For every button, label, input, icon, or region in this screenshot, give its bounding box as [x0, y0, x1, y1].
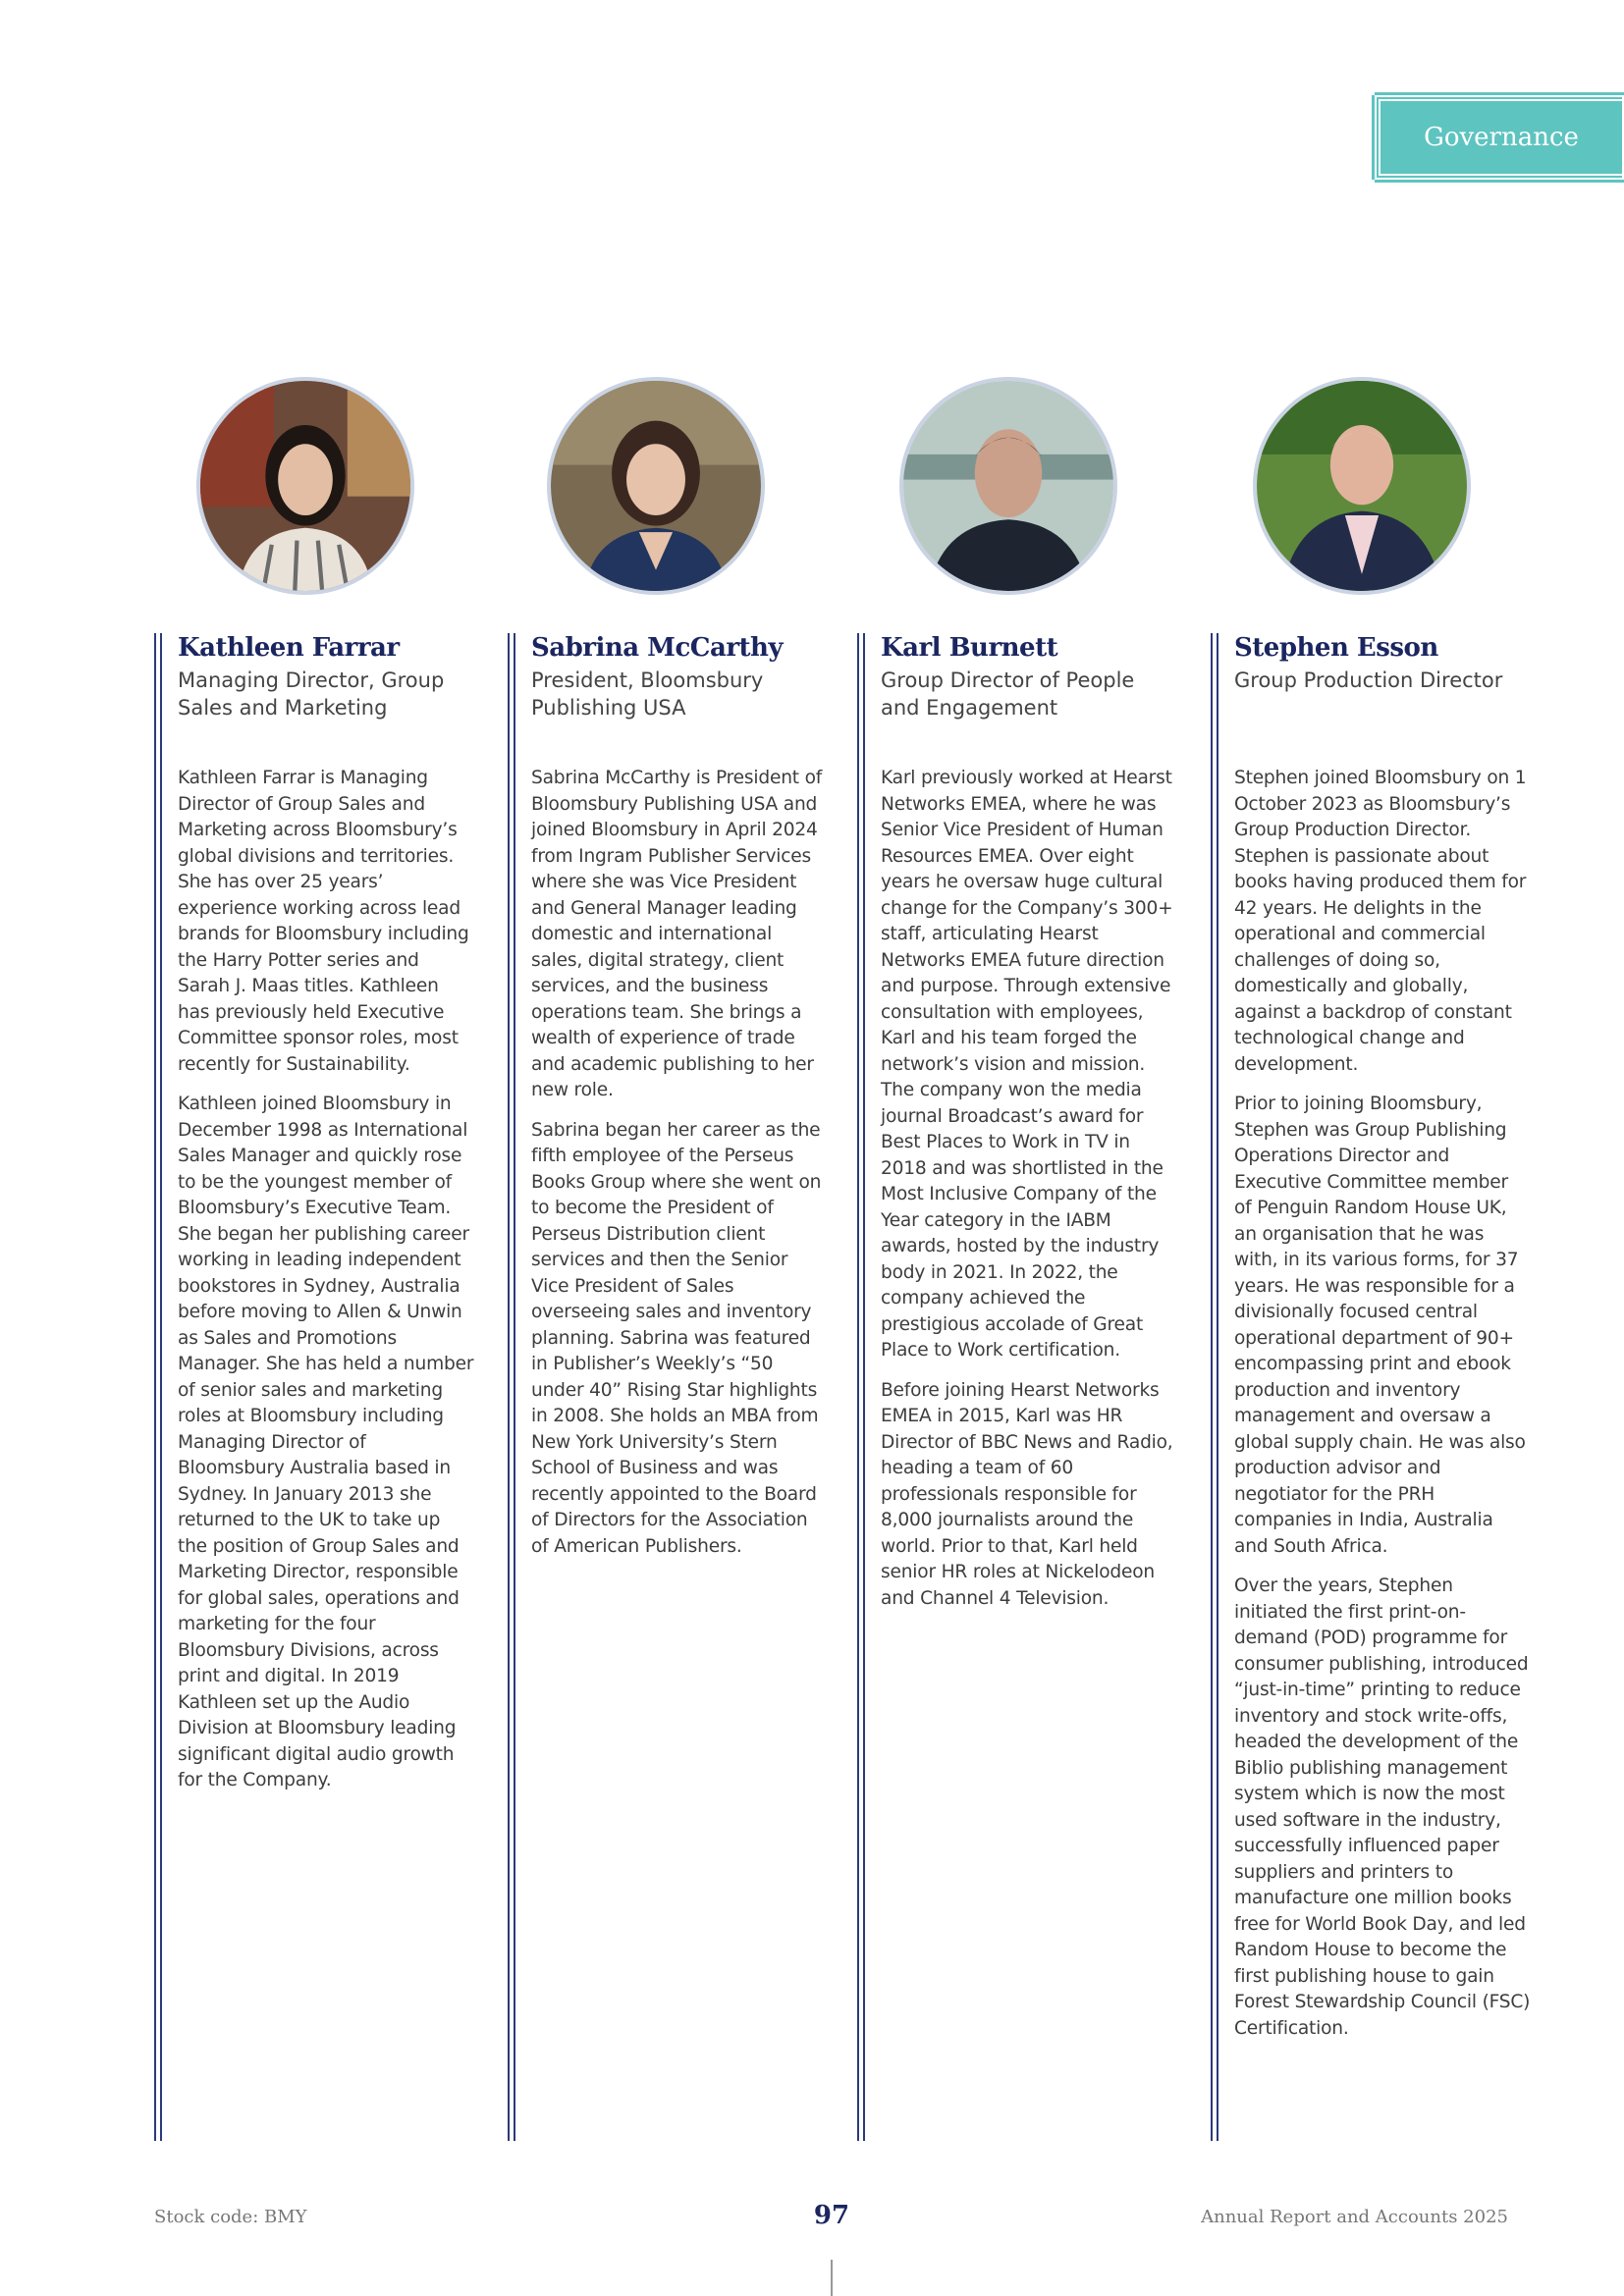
column-rule	[1217, 633, 1218, 2141]
bio-paragraph: Sabrina McCarthy is President of Bloomsbury Publishing USA and joined Bloomsbury in April 2024 from Ingram Publisher Services where she was Vice President and General Manager leading domestic and international sales, digital strategy, client services, and the business operations team. She brings a wealth of experience of trade and academic publishing to her new role.	[531, 768, 823, 1100]
column-rule	[863, 633, 865, 2141]
section-tab-label: Governance	[1379, 99, 1622, 176]
portrait-photo	[899, 377, 1117, 595]
column-rule	[1211, 633, 1213, 2141]
profile-bio	[531, 766, 828, 1574]
section-tab	[1375, 95, 1624, 180]
profile-name: Stephen Esson	[1234, 633, 1438, 663]
bio-paragraph: Over the years, Stephen initiated the first print-on-demand (POD) programme for consumer publishing, introduced “just-in-time” printing to reduce inventory and stock write-offs, headed the development of the Biblio publishing management system which is now the most used software in the industry, successfully influenced paper suppliers and printers to manufacture one million books free for World Book Day, and led Random House to become the first publishing house to gain Forest Stewardship Council (FSC) Certification.	[1234, 1575, 1531, 2039]
profile-role: Group Production Director	[1234, 668, 1503, 692]
bio-paragraph: Karl previously worked at Hearst Networks EMEA, where he was Senior Vice President of Human Resources EMEA. Over eight years he oversaw huge cultural change for the Company’s 300+ staff, articulating Hearst Networks EMEA future direction and purpose. Through extensive consultation with employees, Karl and his team forged the network’s vision and mission. The company won the media journal Broadcast’s award for Best Places to Work in TV in 2018 and was shortlisted in the Most Inclusive Company of the Year category in the IABM awards, hosted by the industry body in 2021. In 2022, the company achieved the prestigious accolade of Great Place to Work certification.	[881, 768, 1173, 1361]
bio-paragraph: Before joining Hearst Networks EMEA in 2015, Karl was HR Director of BBC News and Radio, heading a team of 60 professionals responsible for 8,000 journalists around the world. Prior to that, Karl held senior HR roles at Nickelodeon and Channel 4 Television.	[881, 1379, 1173, 1609]
profile-role: Group Director of People and Engagement	[881, 668, 1135, 720]
column-rule	[508, 633, 510, 2141]
profile-name: Karl Burnett	[881, 633, 1058, 663]
column-rule	[154, 633, 156, 2141]
profile-card-sabrina-mccarthy	[508, 633, 832, 2141]
profile-name: Kathleen Farrar	[178, 633, 400, 663]
column-rule	[160, 633, 162, 2141]
profile-card-kathleen-farrar	[154, 633, 478, 2141]
portrait-photo	[547, 377, 765, 595]
portrait-photo	[1253, 377, 1471, 595]
bio-paragraph: Stephen joined Bloomsbury on 1 October 2023 as Bloomsbury’s Group Production Director. Stephen is passionate about books having produced them for 42 years. He delights in the operational and commercial challenges of doing so, domestically and globally, against a backdrop of constant technological change and development.	[1234, 768, 1527, 1075]
profile-bio	[178, 766, 474, 1808]
bio-paragraph: Prior to joining Bloomsbury, Stephen was Group Publishing Operations Director and Executive Committee member of Penguin Random House UK, an organisation that he was with, in its various forms, for 37 years. He was responsible for a divisionally focused central operational department of 90+ encompassing print and ebook production and inventory management and oversaw a global supply chain. He was also production advisor and negotiator for the PRH companies in India, Australia and South Africa.	[1234, 1094, 1526, 1557]
page-number: 97	[813, 2201, 850, 2230]
profile-bio	[1234, 766, 1531, 2056]
profile-role: President, Bloomsbury Publishing USA	[531, 668, 764, 720]
profile-name: Sabrina McCarthy	[531, 633, 784, 663]
report-title: Annual Report and Accounts 2025	[1201, 2207, 1508, 2227]
column-rule	[857, 633, 859, 2141]
bio-paragraph: Kathleen Farrar is Managing Director of Group Sales and Marketing across Bloomsbury’s global divisions and territories. She has over 25 years’ experience working across lead brands for Bloomsbury including the Harry Potter series and Sarah J. Maas titles. Kathleen has previously held Executive Committee sponsor roles, most recently for Sustainability.	[178, 768, 469, 1075]
bio-paragraph: Sabrina began her career as the fifth employee of the Perseus Books Group where she went on to become the President of Perseus Distribution client services and then the Senior Vice President of Sales overseeing sales and inventory planning. Sabrina was featured in Publisher’s Weekly’s “50 under 40” Rising Star highlights in 2008. She holds an MBA from New York University’s Stern School of Business and was recently appointed to the Board of Directors for the Association of American Publishers.	[531, 1119, 822, 1557]
profile-card-karl-burnett	[857, 633, 1181, 2141]
portrait-photo	[196, 377, 414, 595]
stock-code: Stock code: BMY	[154, 2207, 307, 2227]
profile-card-stephen-esson	[1211, 633, 1535, 2141]
profile-role: Managing Director, Group Sales and Marketing	[178, 668, 445, 720]
profile-bio	[881, 766, 1177, 1626]
bio-paragraph: Kathleen joined Bloomsbury in December 1998 as International Sales Manager and quickly rose to be the youngest member of Bloomsbury’s Executive Team. She began her publishing career working in leading independent bookstores in Sydney, Australia before moving to Allen & Unwin as Sales and Promotions Manager. She has held a number of senior sales and marketing roles at Bloomsbury including Managing Director of Bloomsbury Australia based in Sydney. In January 2013 she returned to the UK to take up the position of Group Sales and Marketing Director, responsible for global sales, operations and marketing for the four Bloomsbury Divisions, across print and digital. In 2019 Kathleen set up the Audio Division at Bloomsbury leading significant digital audio growth for the Company.	[178, 1094, 474, 1790]
footer-divider	[831, 2260, 833, 2296]
column-rule	[514, 633, 515, 2141]
